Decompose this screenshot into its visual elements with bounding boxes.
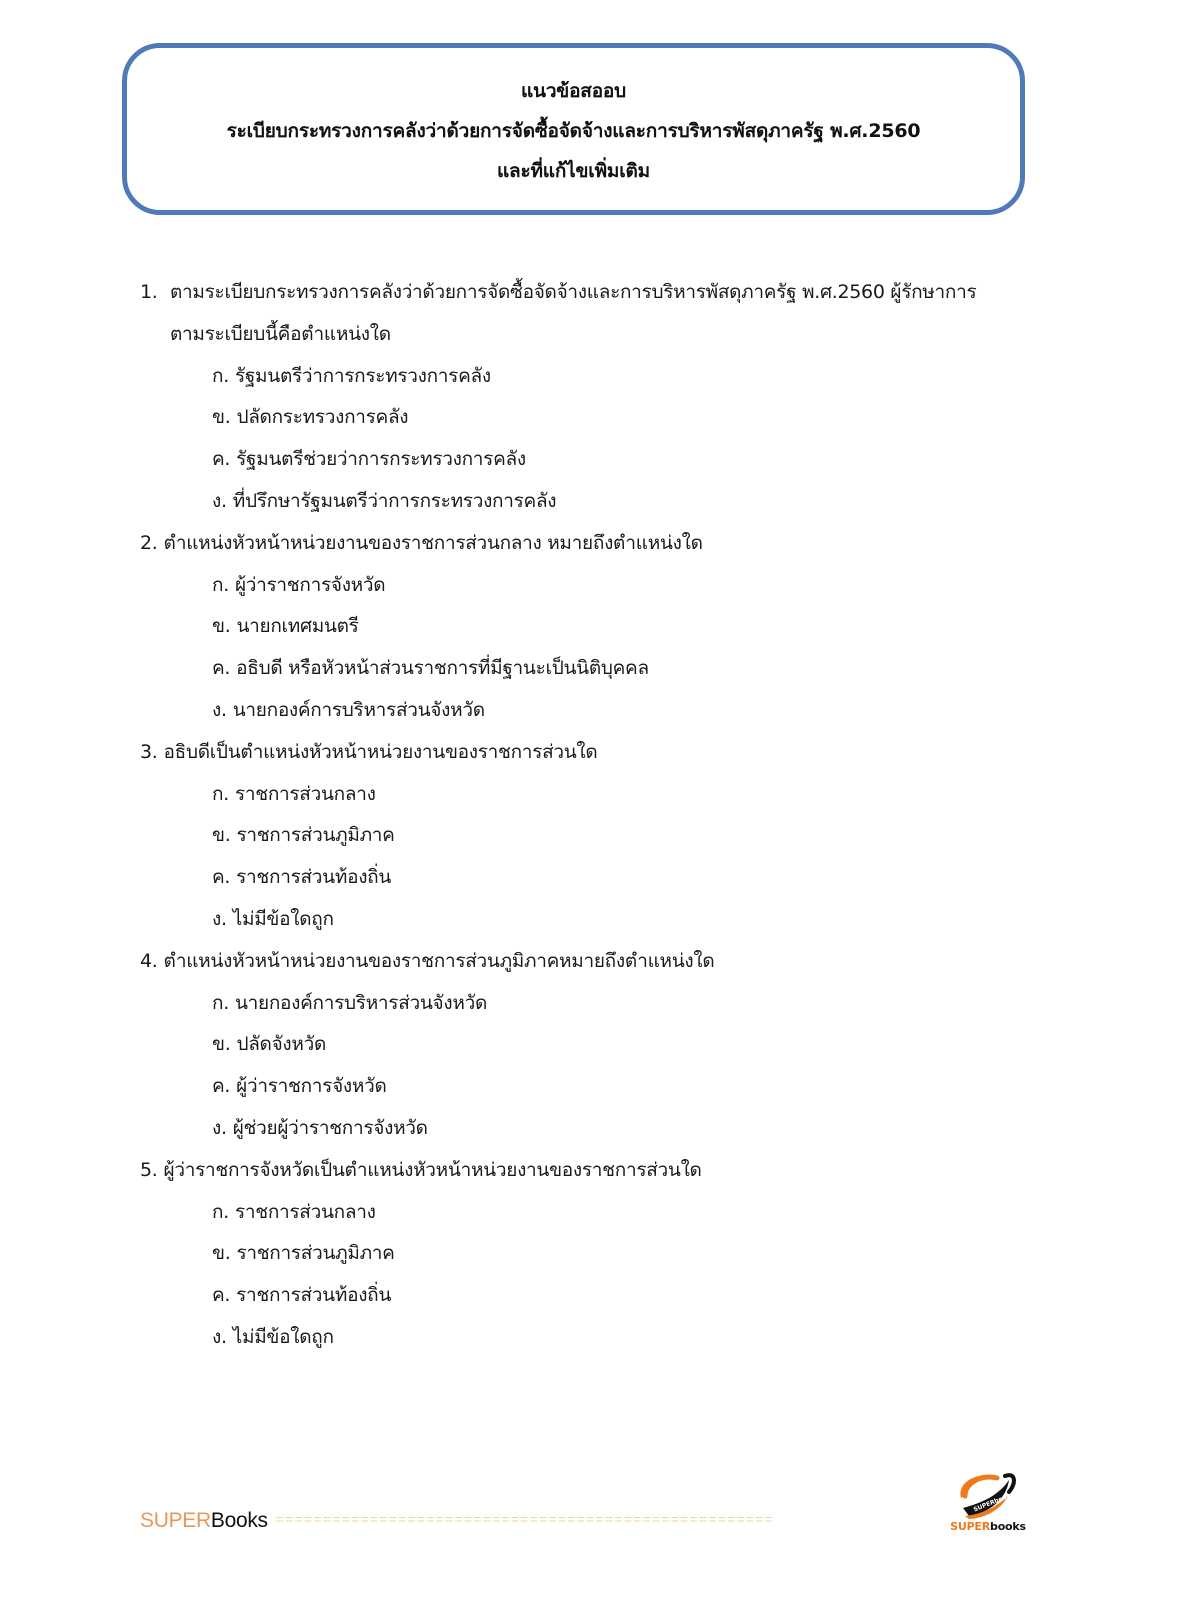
- choice-text: ไม่มีข้อใดถูก: [232, 907, 334, 930]
- choice-text: ที่ปรึกษารัฐมนตรีว่าการกระทรวงการคลัง: [232, 489, 557, 512]
- question-number: 5.: [140, 1158, 158, 1181]
- choice-text: นายกเทศมนตรี: [236, 615, 359, 638]
- choice-b: [140, 1233, 1040, 1275]
- question-2: [140, 523, 1040, 732]
- question-number: 2.: [140, 531, 158, 554]
- choice-label: ง.: [212, 1116, 227, 1139]
- question-text-line-1: ตามระเบียบกระทรวงการคลังว่าด้วยการจัดซื้อจัดจ้างและการบริหารพัสดุภาครัฐ พ.ศ.2560 ผู้รักษาการ: [170, 281, 977, 303]
- footer-rule: =====================================================: [275, 1513, 775, 1529]
- choice-text: ปลัดกระทรวงการคลัง: [236, 406, 409, 429]
- choice-label: ก.: [212, 991, 229, 1014]
- svg-text:SUPERbooks: SUPERbooks: [972, 1491, 1015, 1514]
- choice-text: ราชการส่วนท้องถิ่น: [236, 866, 392, 889]
- choice-text: ราชการส่วนท้องถิ่น: [236, 1284, 392, 1307]
- header-title-line-1: แนวข้อสออบ: [521, 80, 626, 102]
- question-5: [140, 1150, 1040, 1359]
- choice-text: ราชการส่วนกลาง: [234, 782, 376, 805]
- choice-c: [140, 1066, 1040, 1108]
- question-text-line-1: ตำแหน่งหัวหน้าหน่วยงานของราชการส่วนภูมิภาคหมายถึงตำแหน่งใด: [163, 949, 715, 972]
- choice-label: ก.: [212, 573, 229, 596]
- choice-text: ปลัดจังหวัด: [236, 1033, 327, 1056]
- choice-label: ค.: [212, 448, 231, 471]
- choice-a: [140, 774, 1040, 816]
- choice-c: [140, 648, 1040, 690]
- choice-text: นายกองค์การบริหารส่วนจังหวัด: [234, 991, 487, 1014]
- choice-d: [140, 690, 1040, 732]
- choice-text: นายกองค์การบริหารส่วนจังหวัด: [232, 698, 485, 721]
- footer-brand-books: Books: [210, 1509, 268, 1532]
- choice-a: [140, 1192, 1040, 1234]
- page-footer: [140, 1506, 916, 1536]
- footer-brand-super: SUPER: [140, 1509, 211, 1532]
- choice-c: [140, 1275, 1040, 1317]
- choice-d: [140, 1108, 1040, 1150]
- choice-c: [140, 439, 1040, 481]
- question-number: 1.: [140, 281, 158, 303]
- question-4: [140, 941, 1040, 1150]
- choice-label: ง.: [212, 698, 227, 721]
- choice-text: ผู้ว่าราชการจังหวัด: [234, 573, 386, 596]
- question-text-line-1: ผู้ว่าราชการจังหวัดเป็นตำแหน่งหัวหน้าหน่วยงานของราชการส่วนใด: [163, 1158, 702, 1181]
- choice-b: [140, 1024, 1040, 1066]
- choice-label: ง.: [212, 489, 227, 512]
- question-text-line-1: ตำแหน่งหัวหน้าหน่วยงานของราชการส่วนกลาง หมายถึงตำแหน่งใด: [163, 531, 703, 554]
- question-stem: [140, 1150, 1040, 1192]
- question-1: [140, 272, 1040, 523]
- choice-text: ราชการส่วนภูมิภาค: [236, 1242, 395, 1265]
- footer-brand: [140, 1509, 268, 1533]
- choice-b: [140, 397, 1040, 439]
- choice-label: ข.: [212, 406, 231, 429]
- logo-wordmark: [943, 1520, 1033, 1533]
- choice-label: ข.: [212, 1033, 231, 1056]
- question-text-line-1: อธิบดีเป็นตำแหน่งหัวหน้าหน่วยงานของราชการส่วนใด: [163, 740, 598, 763]
- choice-label: ก.: [212, 1200, 229, 1223]
- question-stem: [140, 272, 1040, 314]
- header-title-box: [122, 43, 1025, 215]
- logo-word-books: books: [990, 1520, 1026, 1533]
- choice-text: อธิบดี หรือหัวหน้าส่วนราชการที่มีฐานะเป็นนิติบุคคล: [236, 657, 649, 680]
- logo-word-super: SUPER: [950, 1520, 991, 1533]
- choice-a: [140, 565, 1040, 607]
- choice-label: ค.: [212, 1075, 231, 1098]
- question-stem: [140, 941, 1040, 983]
- choice-text: ไม่มีข้อใดถูก: [232, 1325, 334, 1348]
- choice-a: [140, 356, 1040, 398]
- question-number: 4.: [140, 949, 158, 972]
- choice-text: ผู้ว่าราชการจังหวัด: [236, 1075, 387, 1098]
- choice-b: [140, 815, 1040, 857]
- choice-label: ค.: [212, 657, 231, 680]
- question-3: [140, 732, 1040, 941]
- header-title-line-3: และที่แก้ไขเพิ่มเติม: [496, 160, 650, 182]
- header-title-line-2: ระเบียบกระทรวงการคลังว่าด้วยการจัดซื้อจัดจ้างและการบริหารพัสดุภาครัฐ พ.ศ.2560: [226, 120, 921, 142]
- choice-label: ข.: [212, 615, 231, 638]
- choice-text: ราชการส่วนกลาง: [234, 1200, 376, 1223]
- superbooks-logo: [943, 1468, 1033, 1548]
- choice-text: ราชการส่วนภูมิภาค: [236, 824, 395, 847]
- logo-swoosh-icon: [943, 1468, 1033, 1523]
- choice-label: ก.: [212, 782, 229, 805]
- question-number: 3.: [140, 740, 158, 763]
- choice-text: รัฐมนตรีช่วยว่าการกระทรวงการคลัง: [236, 448, 526, 471]
- choice-a: [140, 983, 1040, 1025]
- question-text-line-2: ตามระเบียบนี้คือตำแหน่งใด: [170, 322, 391, 345]
- question-stem: [140, 523, 1040, 565]
- choice-label: ข.: [212, 1242, 231, 1265]
- choice-text: รัฐมนตรีว่าการกระทรวงการคลัง: [234, 364, 491, 387]
- question-stem: [140, 732, 1040, 774]
- choice-label: ค.: [212, 866, 231, 889]
- choice-label: ง.: [212, 907, 227, 930]
- question-list: [140, 272, 1040, 1359]
- choice-d: [140, 1317, 1040, 1359]
- choice-d: [140, 899, 1040, 941]
- choice-label: ข.: [212, 824, 231, 847]
- choice-b: [140, 606, 1040, 648]
- choice-text: ผู้ช่วยผู้ว่าราชการจังหวัด: [232, 1116, 428, 1139]
- choice-label: ค.: [212, 1284, 231, 1307]
- choice-label: ง.: [212, 1325, 227, 1348]
- choice-label: ก.: [212, 364, 229, 387]
- choice-c: [140, 857, 1040, 899]
- choice-d: [140, 481, 1040, 523]
